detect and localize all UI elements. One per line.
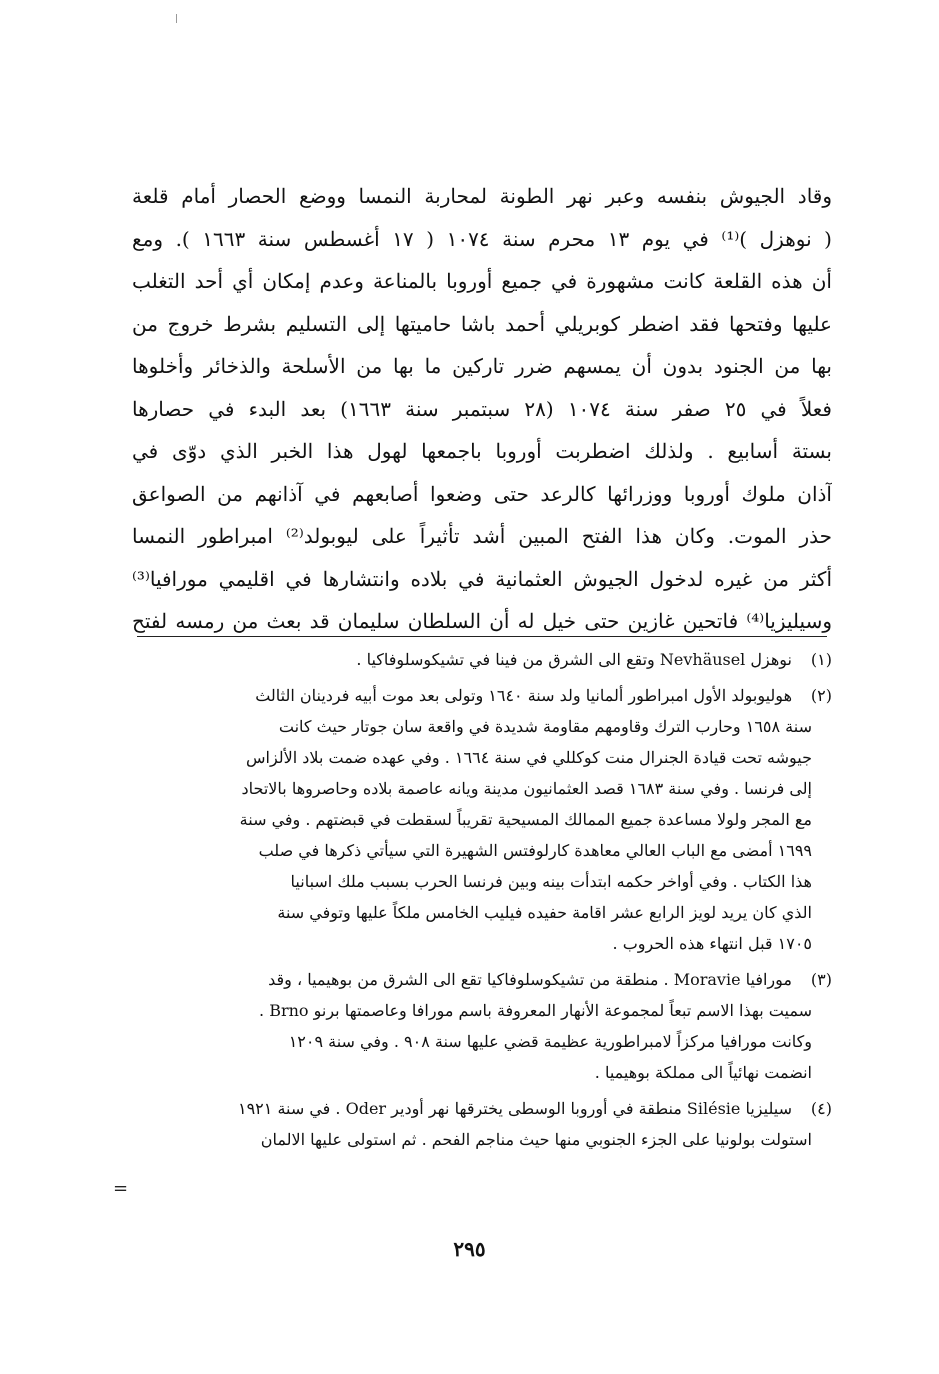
footnote-line: انضمت نهائياً الى مملكة بوهيميا . <box>594 1063 812 1082</box>
footnote-line: ١٦٩٩ أمضى مع الباب العالي معاهدة كارلوفتس الشهيرة التي سيأتي ذكرها في صلب <box>258 841 812 860</box>
body-line: أكثر من غيره لدخول الجيوش العثمانية في بلاده وانتشارها في اقليمي مورافيا⁽³⁾ <box>132 566 832 591</box>
footnote-line: ١٧٠٥ قبل انتهاء هذه الحروب . <box>612 934 812 953</box>
page-number: ٢٩٥ <box>453 1237 486 1261</box>
footnote-line: سيليزيا Silésie منطقة في أوروبا الوسطى يخترقها نهر أودير Oder . في سنة ١٩٢١ <box>237 1099 792 1118</box>
footnote-number: (٢) <box>810 686 832 705</box>
footnote-line: مع المجر ولولا مساعدة جميع الممالك المسيحية تقريباً لسقطت في قبضتهم . وفي سنة <box>239 810 812 829</box>
footnote-line: مورافيا Moravie . منطقة من تشيكوسلوفاكيا تقع الى الشرق من بوهيميا ، وقد <box>268 970 792 989</box>
body-line: آذان ملوك أوروبا ووزرائها كالرعد حتى وضعوا أصابعهم في آذانهم من الصواعق <box>132 481 832 506</box>
footnote-number: (١) <box>810 650 832 669</box>
body-line: وقاد الجيوش بنفسه وعبر نهر الطونة لمحاربة النمسا ووضع الحصار أمام قلعة <box>132 184 832 208</box>
footnotes-block <box>112 644 832 1160</box>
main-text-block <box>132 175 832 643</box>
body-line: ( نوهزل )⁽¹⁾ في يوم ١٣ محرم سنة ١٠٧٤ ( ١٧ أغسطس سنة ١٦٦٣ ). ومع <box>132 226 832 251</box>
body-line: عليها وفتحها فقد اضطر كوبريلي أحمد باشا حاميتها إلى التسليم بشرط خروج من <box>132 311 832 336</box>
scan-speck <box>176 14 177 23</box>
footnote-line: جيوشه تحت قيادة الجنرال منت كوكللي في سنة ١٦٦٤ . وفي عهده ضمت بلاد الألزاس <box>245 748 812 767</box>
body-line: أن هذه القلعة كانت مشهورة في جميع أوروبا بالمناعة وعدم إمكان أي أحد التغلب <box>132 269 832 293</box>
footnote <box>112 1093 832 1155</box>
footnote-line: الذي كان يريد لويز الرابع عشر اقامة حفيده فيليب الخامس ملكاً عليها وتوفي سنة <box>277 903 812 922</box>
body-line: حذر الموت. وكان هذا الفتح المبين أشد تأثيراً على ليوبولد⁽²⁾ امبراطور النمسا <box>132 524 832 548</box>
footnote <box>112 680 832 959</box>
body-line: فعلاً في ٢٥ صفر سنة ١٠٧٤ (٢٨ سبتمبر سنة ١٦٦٣) بعد البدء في حصارها <box>132 396 832 421</box>
body-line: بها من الجنود بدون أن يمسهم ضرر تاركين ما بها من الأسلحة والذخائر وأخلوها <box>132 354 832 378</box>
footnote-number: (٤) <box>810 1099 832 1118</box>
footnote-line: وكانت مورافيا مركزاً لامبراطورية عظيمة قضي عليها سنة ٩٠٨ . وفي سنة ١٢٠٩ <box>288 1032 812 1051</box>
footnote <box>112 644 832 675</box>
footnote-line: هذا الكتاب . وفي أواخر حكمه ابتدأت بينه وبين فرنسا الحرب بسبب ملك اسبانيا <box>290 872 812 891</box>
footnote <box>112 964 832 1088</box>
footnote-line: هوليوبولد الأول امبراطور ألمانيا ولد سنة ١٦٤٠ وتولى بعد موت أبيه فردينان الثالث <box>255 686 792 705</box>
footnote-line: سميت بهذا الاسم تبعاً لمجموعة الأنهار المعروفة باسم مورافا وعاصمتها برنو Brno . <box>259 1001 812 1020</box>
body-line: بستة أسابيع . ولذلك اضطربت أوروبا باجمعها لهول هذا الخبر الذي دوّى في <box>132 439 832 463</box>
footnote-number: (٣) <box>810 970 832 989</box>
footnote-line: نوهزل Nevhäusel وتقع الى الشرق من فينا في تشيكوسلوفاكيا . <box>356 650 792 669</box>
footnote-line: سنة ١٦٥٨ وحارب الترك وقاومهم مقاومة شديدة في واقعة سان جوتار حيث كانت <box>278 717 812 736</box>
body-line: وسيليزيا⁽⁴⁾ فاتحين غازين حتى خيل له أن السلطان سليمان قد بعث من رمسه لفتح <box>132 609 832 633</box>
footnote-separator <box>137 636 827 637</box>
footnote-line: إلى فرنسا . وفي سنة ١٦٨٣ قصد العثمانيون مدينة ويانه عاصمة بلاده وحاصروها بالاتحاد <box>241 779 812 798</box>
footnote-line: استولت بولونيا على الجزء الجنوبي منها حيث مناجم الفحم . ثم استولى عليها الالمان <box>260 1130 812 1149</box>
continuation-mark: = <box>113 1178 129 1199</box>
